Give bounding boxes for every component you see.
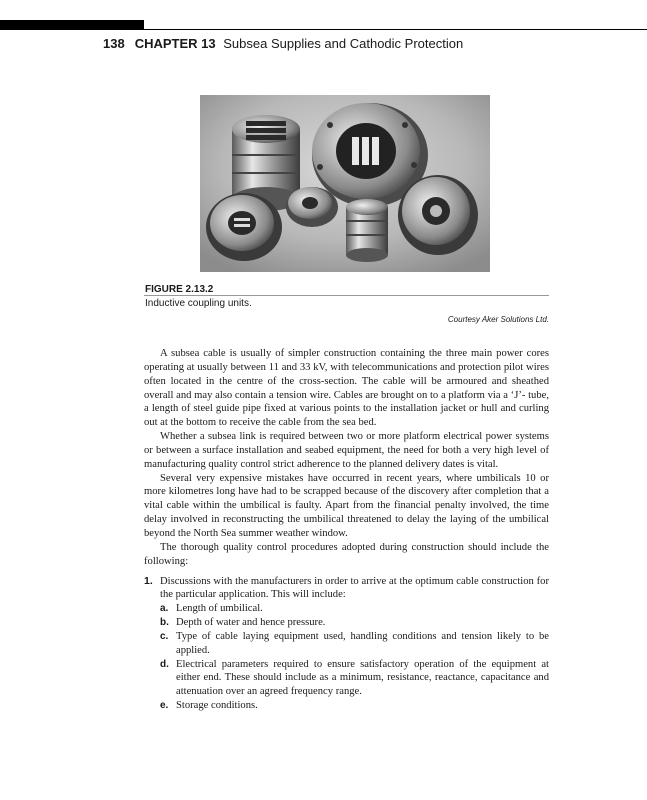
header-rule <box>144 29 647 30</box>
coupling-unit-flange <box>286 187 338 227</box>
sub-item-text: Type of cable laying equipment used, handling conditions and tension likely to be applied. <box>176 630 549 656</box>
figure-caption: Inductive coupling units. <box>145 298 252 309</box>
numbered-list <box>144 575 549 713</box>
sub-list-item <box>160 658 549 700</box>
header-bar <box>0 20 144 30</box>
figure-credit: Courtesy Aker Solutions Ltd. <box>447 315 549 324</box>
coupling-unit-small-right <box>398 175 478 255</box>
sub-item-letter: a. <box>160 603 169 615</box>
paragraph: Whether a subsea link is required between two or more platform electrical power systems or between a surface installation and seabed equipment, the need for both a very high level of manufacturing quality control strict adherence to the planned delivery dates is vital. <box>144 431 549 470</box>
paragraph: A subsea cable is usually of simpler construction containing the three main power cores operating at usually between 11 and 33 kV, with telecommunications and protection pilot wires often located in the centre of the cross-section. The cable will be armoured and sheathed overall and may also contain a tension wire. Cables are brought on to a platform via a ‘J’- tube, a length of steel guide pipe fixed at various points to the installation jacket or hull and curling out at the bottom to receive the cable from the sea bed. <box>144 348 549 429</box>
sub-item-text: Storage conditions. <box>176 700 258 712</box>
paragraph: The thorough quality control procedures adopted during construction should include the following: <box>144 541 549 567</box>
chapter-label: CHAPTER 13 <box>134 36 216 51</box>
sub-item-text: Length of umbilical. <box>176 603 263 615</box>
chapter-title: Subsea Supplies and Cathodic Protection <box>223 36 464 51</box>
paragraph: Several very expensive mistakes have occurred in recent years, where umbilicals 10 or more kilometres long have had to be scrapped because of the discovery after completion that a vital cable within the umbilical is faulty. Apart from the financial penalty involved, the time delay involved in reconstructing the umbilical threatened to delay the laying of the umbilical beyond the North Sea summer weather window. <box>144 472 549 539</box>
sub-list-item <box>160 616 549 630</box>
sub-item-letter: b. <box>160 617 169 629</box>
body-text <box>144 347 549 713</box>
sub-item-letter: d. <box>160 658 169 670</box>
coupling-unit-center <box>346 199 388 262</box>
sub-item-letter: c. <box>160 630 169 642</box>
sub-list-item <box>160 699 549 713</box>
page-number: 138 <box>103 36 125 51</box>
sub-item-text: Electrical parameters required to ensure satisfactory operation of the equipment at either end. These should include as a minimum, resistance, reactance, capacitance and attenuation over an agreed frequency range. <box>176 658 549 698</box>
sub-item-letter: e. <box>160 700 169 712</box>
list-item-number: 1. <box>144 574 153 587</box>
figure-rule <box>144 295 549 296</box>
figure-label: FIGURE 2.13.2 <box>145 284 214 295</box>
sub-list-item <box>160 602 549 616</box>
running-header <box>103 36 463 51</box>
coupling-unit-small-left <box>206 193 282 261</box>
list-item <box>144 575 549 603</box>
figure-photo <box>200 95 490 272</box>
sub-list-item <box>160 630 549 658</box>
sub-item-text: Depth of water and hence pressure. <box>176 617 326 629</box>
list-item-text: Discussions with the manufacturers in order to arrive at the optimum cable construction for the particular application. This will include: <box>160 575 549 601</box>
sub-list <box>160 602 549 713</box>
